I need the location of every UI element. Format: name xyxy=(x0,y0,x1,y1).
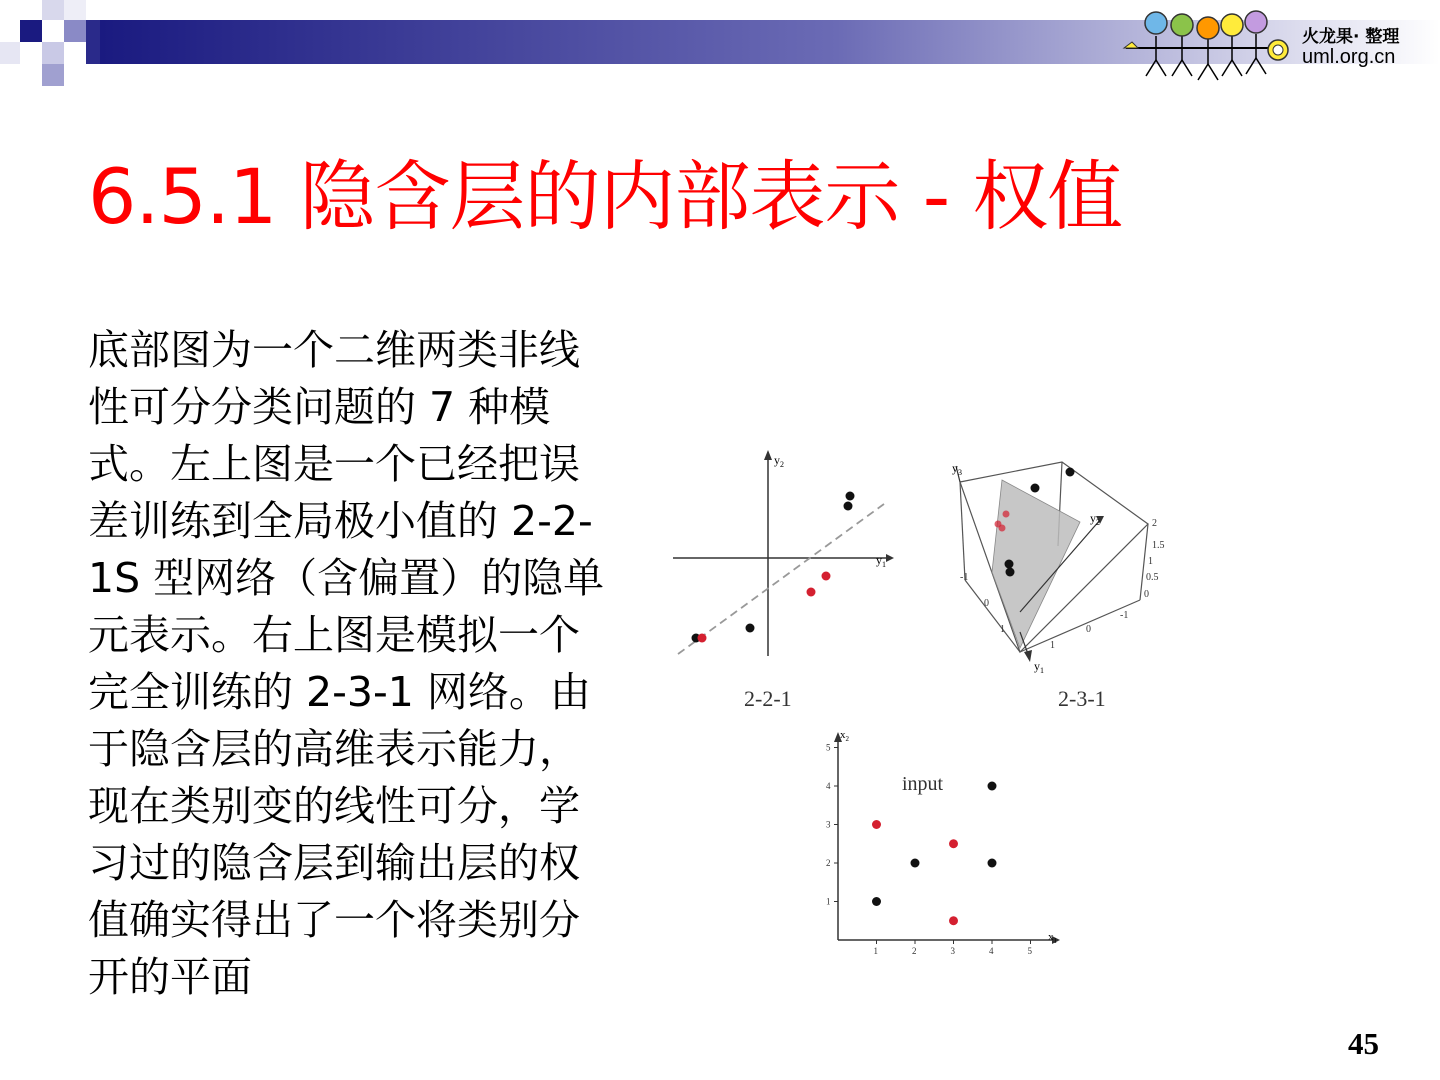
caption-2-3-1: 2-3-1 xyxy=(1058,686,1106,711)
separator-line xyxy=(678,504,884,654)
y-tick-label: 5 xyxy=(826,742,831,753)
svg-text:y3: $y_3$ xyxy=(952,461,962,477)
tick-label: 1 xyxy=(1000,624,1005,635)
black-point xyxy=(911,859,920,868)
black-point xyxy=(872,897,881,906)
figure-input xyxy=(820,726,1070,956)
tick-label: 1.5 xyxy=(1152,540,1165,551)
logo-url: uml.org.cn xyxy=(1302,46,1396,68)
svg-text:y2: $y_2$ xyxy=(1090,511,1100,527)
tick-label: 0 xyxy=(984,598,989,609)
logo-text: 火龙果· 整理 xyxy=(1302,27,1400,47)
x-tick-label: 2 xyxy=(912,946,917,956)
svg-text:x1: $x_1$ xyxy=(1048,931,1057,945)
svg-text:y1: $y_1$ xyxy=(876,553,886,569)
tick-label: 0.5 xyxy=(1146,572,1159,583)
tick-label: -1 xyxy=(1120,610,1129,621)
caption-2-2-1: 2-2-1 xyxy=(744,686,792,711)
svg-text:y2: $y_2$ xyxy=(774,453,784,469)
y-tick-label: 2 xyxy=(826,858,831,868)
slide-title: 6.5.1 隐含层的内部表示 - 权值 xyxy=(88,152,1123,241)
svg-text:y1: $y_1$ xyxy=(1034,659,1044,675)
red-point xyxy=(949,839,958,848)
y-tick-label: 4 xyxy=(826,781,831,791)
slide-body-text: 底部图为一个二维两类非线性可分分类问题的 7 种模式。左上图是一个已经把误差训练到全局极小值的 2-2-1S 型网络（含偏置）的隐单元表示。右上图是模拟一个完全训练的 2-3-1 网络。由于隐含层的高维表示能力，现在类别变的线性可分，学习过的隐含层到输出层的权值确实得出了一个将类别分开的平面 xyxy=(88,326,605,1001)
tick-label: -1 xyxy=(960,572,969,583)
black-point xyxy=(988,859,997,868)
y-tick-label: 1 xyxy=(826,896,831,907)
tick-label: 1 xyxy=(1050,640,1055,651)
svg-text:x2: $x_2$ xyxy=(840,729,849,743)
x-tick-label: 4 xyxy=(989,946,994,956)
x-tick-label: 5 xyxy=(1027,946,1032,956)
tick-label: 0 xyxy=(1144,589,1149,600)
figure-2-2-1 xyxy=(668,444,908,664)
page-number: 45 xyxy=(1348,1026,1379,1061)
red-point xyxy=(872,820,881,829)
y-tick-label: 3 xyxy=(826,819,831,830)
figure-2-3-1 xyxy=(940,452,1180,682)
tick-label: 1 xyxy=(1148,556,1153,567)
x-tick-label: 3 xyxy=(950,946,955,956)
black-point xyxy=(988,782,997,791)
x-tick-label: 1 xyxy=(873,946,878,956)
tick-label: 2 xyxy=(1152,518,1157,529)
red-point xyxy=(949,916,958,925)
tick-label: 0 xyxy=(1086,624,1091,635)
input-caption: input xyxy=(902,773,944,795)
